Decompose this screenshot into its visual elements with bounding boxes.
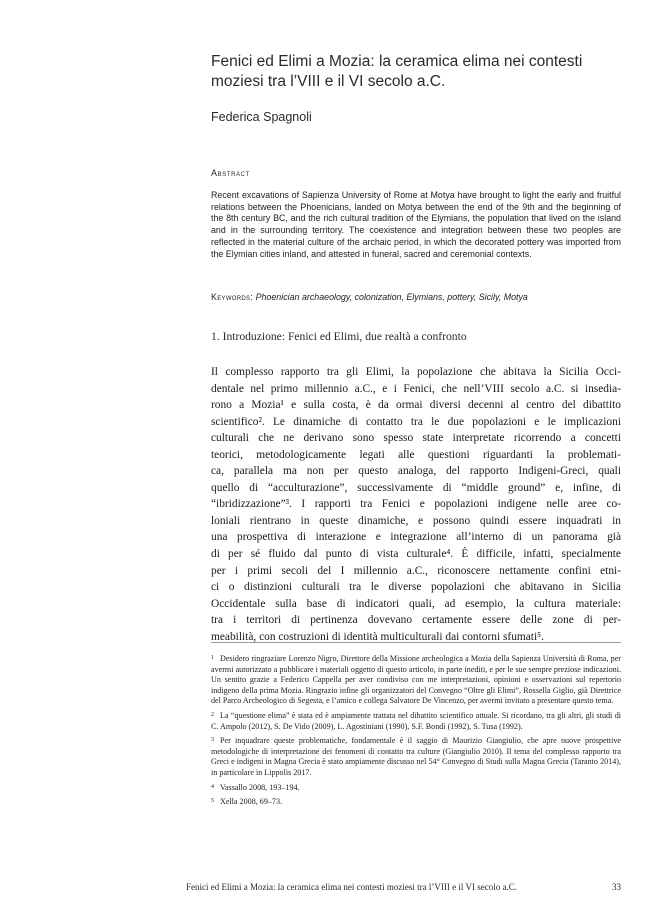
footnote <box>211 653 621 707</box>
keywords-values: Phoenician archaeology, colonization, Elymians, pottery, Sicily, Motya <box>255 292 528 302</box>
keywords-label: Keywords: <box>211 292 254 302</box>
footnote <box>211 735 621 778</box>
body-line: di per sé fluido dal punto di vista culturale⁴. È difficile, infatti, specialmente <box>211 548 621 561</box>
footnote-text: Per inquadrare queste problematiche, fondamentale è il saggio di Maurizio Giangiulio, che apre nuove prospettive metodologiche di interpretazione dei fenomeni di contatto tra culture (Giangiulio 2010). Il tema del complesso rapporto tra Greci e indigeni in Magna Grecia è stato ampiamente discusso nel 54° Convegno di Studi sulla Magna Grecia (Taranto 2014), in particolare in Lippolis 2017. <box>211 736 621 777</box>
body-text <box>211 364 621 645</box>
footnote-text: Vassallo 2008, 193–194. <box>220 782 300 792</box>
body-line: ci o distinzioni culturali tra le diverse popolazioni che abitavano in Sicilia <box>211 581 621 594</box>
abstract-text: Recent excavations of Sapienza University of Rome at Motya have brought to light the early and fruitful relations between the Phoenicians, landed on Motya between the end of the 9th and the beginning of the 8th century BC, and the rich cultural tradition of the Elymians, the population that lived on the island and in the surrounding territory. The coexistence and integration between these two peoples are reflected in the material culture of the archaic period, in which the decorated pottery was imported from the Elymian cities inland, and attested in funeral, sacred and ceremonial contexts. <box>211 190 621 259</box>
body-line: Il complesso rapporto tra gli Elimi, la popolazione che abitava la Sicilia Occi- <box>211 366 621 378</box>
footnote <box>211 782 621 794</box>
footnote-text: Xella 2008, 69–73. <box>220 797 283 807</box>
body-line: quello di “acculturazione”, successivamente di “middle ground” e, infine, di <box>211 481 621 494</box>
body-line: rono a Mozia¹ e sulla costa, è da ormai diversi decenni al centro del dibattito <box>211 399 621 412</box>
body-line: dentale nel primo millennio a.C., e i Fenici, che nell’VIII secolo a.C. si insedia- <box>211 382 621 395</box>
body-line: Occidentale sulla base di indicatori quali, ad esempio, la cultura materiale: <box>211 597 621 610</box>
footnote-number: 3 <box>211 737 214 744</box>
body-line: loniali rientrano in queste dinamiche, e possono quindi essere inquadrati in <box>211 514 621 527</box>
body-line: tra i territori di pertinenza dovevano certamente essere delle zone di per- <box>211 614 621 627</box>
footnote <box>211 796 621 808</box>
footnote-number: 5 <box>211 798 214 805</box>
section-heading: 1. Introduzione: Fenici ed Elimi, due realtà a confronto <box>211 330 467 343</box>
abstract-label-text: Abstract <box>211 168 250 178</box>
footnote-text: La “questione elima” è stata ed è ampiamente trattata nel dibattito scientifico attuale. Si ricordano, tra gli altri, gli studi di C. Ampolo (2012), S. De Vido (2009), L. Agostiniani (1990), S.F. Bondì (1992), S. Tusa (1992). <box>211 710 621 731</box>
footnote-number: 2 <box>211 711 214 718</box>
keywords <box>211 292 621 304</box>
body-line: meabilità, con costruzioni di identità multiculturali dai contorni sfumati⁵. <box>211 630 544 643</box>
article-title: Fenici ed Elimi a Mozia: la ceramica elima nei contesti moziesi tra l’VIII e il VI secolo a.C. <box>211 53 583 90</box>
running-title: Fenici ed Elimi a Mozia: la ceramica elima nei contesti moziesi tra l’VIII e il VI secolo a.C. <box>186 882 517 892</box>
footnote-divider <box>211 642 621 643</box>
article-author: Federica Spagnoli <box>211 110 312 124</box>
abstract-label <box>211 168 250 178</box>
body-line: una prospettiva di interazione e integrazione all’interno di un panorama già <box>211 531 621 544</box>
body-line: scientifico². Le dinamiche di contatto tra le due popolazioni e le implicazioni <box>211 415 621 428</box>
footnote <box>211 710 621 732</box>
footnotes <box>211 653 621 811</box>
page-number: 33 <box>612 882 621 892</box>
footnote-text: Desidero ringraziare Lorenzo Nigro, Direttore della Missione archeologica a Mozia della Sapienza Università di Roma, per avermi autorizzato a pubblicare i materiali oggetto di questo articolo, in parte inediti, e per le sue sempre preziose indicazioni. Un sentito grazie a Federico Cappella per aver condiviso con me interpretazioni, opinioni e osservazioni sul repertorio indigeno della prima Mozia. Ringrazio infine gli organizzatori del Convegno “Oltre gli Elimi”, Rossella Giglio, già Direttrice del Parco Archeologico di Segesta, e l’amico e collega Salvatore De Vincenzo, per avermi invitato a presentare questo tema. <box>211 654 621 706</box>
running-footer <box>186 882 621 892</box>
body-line: “ibridizzazione”³. I rapporti tra Fenici e popolazioni indigene nelle aree co- <box>211 498 621 511</box>
body-line: per i primi secoli del I millennio a.C., riconoscere nettamente confini etni- <box>211 564 621 577</box>
body-line: ca, parallela ma non per questo analoga, del rapporto Indigeni-Greci, quali <box>211 465 621 478</box>
body-line: teorici, metodologicamente legati alle questioni riguardanti la problemati- <box>211 448 621 461</box>
footnote-number: 1 <box>211 655 214 661</box>
body-line: culturali che ne derivano sono spesso state interpretate ricorrendo a concetti <box>211 432 621 445</box>
footnote-number: 4 <box>211 783 214 790</box>
